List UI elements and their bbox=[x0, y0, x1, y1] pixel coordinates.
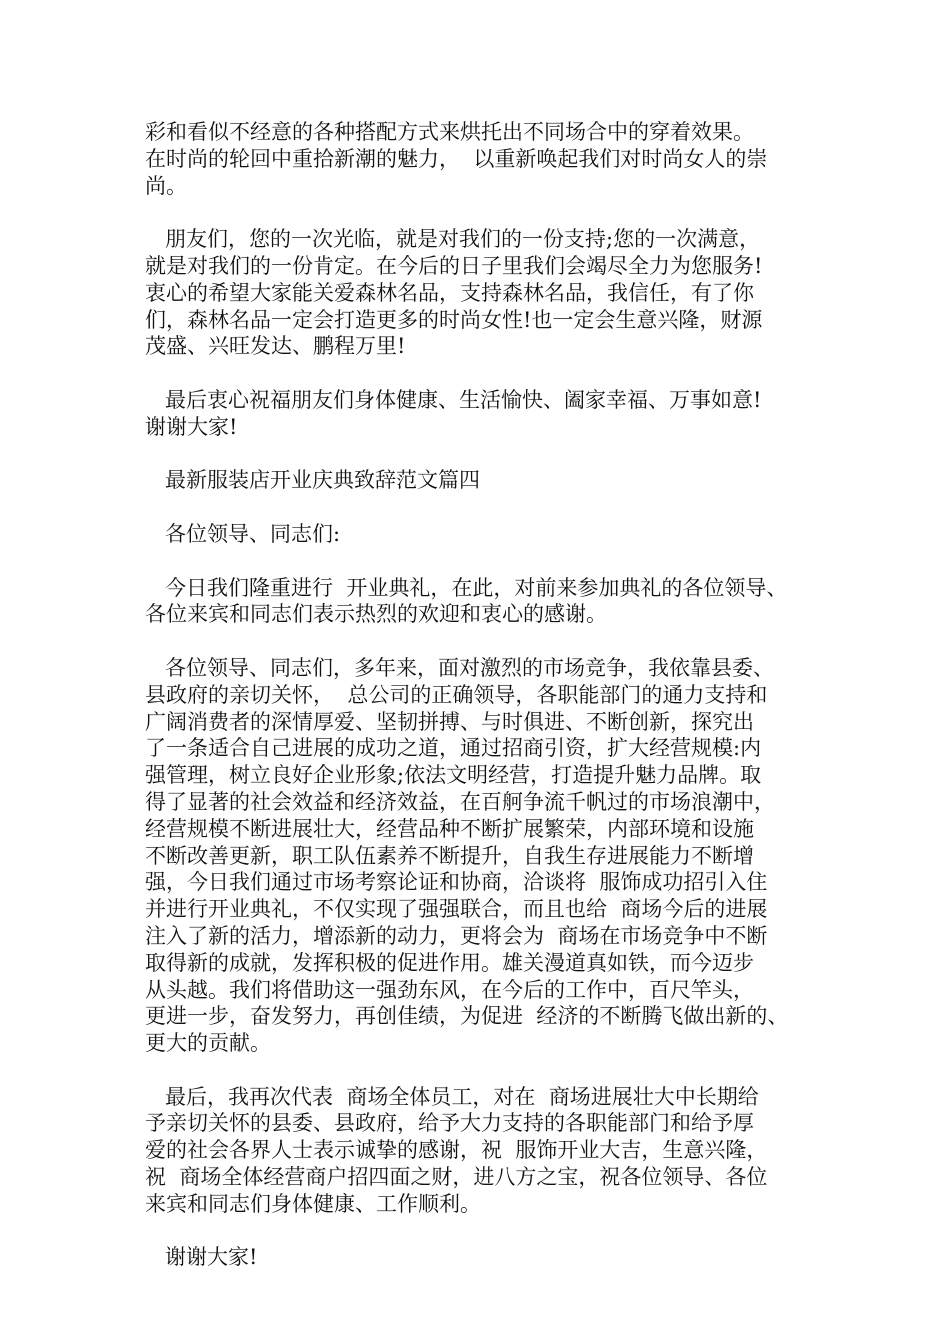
text-line: 得了显著的社会效益和经济效益，在百舸争流千帆过的市场浪潮中， bbox=[145, 789, 775, 814]
text-line: 就是对我们的一份肯定。在今后的日子里我们会竭尽全力为您服务! bbox=[145, 253, 763, 278]
document-page bbox=[145, 119, 815, 1298]
text-line: 爱的社会各界人士表示诚挚的感谢，祝 服饰开业大吉，生意兴隆， bbox=[145, 1138, 768, 1163]
salutation bbox=[145, 521, 815, 548]
text-line: 们，森林名品一定会打造更多的时尚女性!也一定会生意兴隆，财源 bbox=[145, 307, 763, 332]
text-line: 最新服装店开业庆典致辞范文篇四 bbox=[145, 468, 481, 493]
text-line: 最后，我再次代表 商场全体员工，对在 商场进展壮大中长期给 bbox=[145, 1084, 759, 1109]
text-line: 予亲切关怀的县委、县政府，给予大力支持的各职能部门和给予厚 bbox=[145, 1111, 754, 1136]
text-line: 谢谢大家! bbox=[145, 414, 238, 439]
text-line: 注入了新的活力，增添新的动力，更将会为 商场在市场竞争中不断 bbox=[145, 923, 768, 948]
text-line: 在时尚的轮回中重拾新潮的魅力， 以重新唤起我们对时尚女人的崇 bbox=[145, 146, 768, 171]
text-line: 经营规模不断进展壮大，经营品种不断扩展繁荣，内部环境和设施 bbox=[145, 816, 754, 841]
text-line: 各位领导、同志们，多年来，面对激烈的市场竞争，我依靠县委、 bbox=[145, 655, 775, 680]
section-heading bbox=[145, 467, 815, 494]
text-line: 茂盛、兴旺发达、鹏程万里! bbox=[145, 334, 406, 359]
paragraph bbox=[145, 655, 815, 1057]
text-line: 最后衷心祝福朋友们身体健康、生活愉快、阖家幸福、万事如意! bbox=[145, 387, 762, 412]
paragraph bbox=[145, 387, 815, 441]
text-line: 县政府的亲切关怀， 总公司的正确领导，各职能部门的通力支持和 bbox=[145, 682, 768, 707]
text-line: 广阔消费者的深情厚爱、坚韧拼搏、与时俱进、不断创新，探究出 bbox=[145, 709, 754, 734]
text-line: 谢谢大家! bbox=[145, 1245, 258, 1270]
text-line: 朋友们，您的一次光临，就是对我们的一份支持;您的一次满意， bbox=[145, 227, 761, 252]
text-line: 并进行开业典礼，不仅实现了强强联合，而且也给 商场今后的进展 bbox=[145, 897, 768, 922]
text-line: 今日我们隆重进行 开业典礼，在此，对前来参加典礼的各位领导、 bbox=[145, 575, 788, 600]
text-line: 强，今日我们通过市场考察论证和协商，洽谈将 服饰成功招引入住 bbox=[145, 870, 768, 895]
text-line: 强管理，树立良好企业形象;依法文明经营，打造提升魅力品牌。取 bbox=[145, 763, 762, 788]
closing-line bbox=[145, 1244, 815, 1271]
text-line: 各位领导、同志们: bbox=[145, 521, 341, 546]
text-line: 来宾和同志们身体健康、工作顺利。 bbox=[145, 1191, 481, 1216]
text-line: 尚。 bbox=[145, 173, 187, 198]
text-line: 更大的贡献。 bbox=[145, 1031, 271, 1056]
text-line: 不断改善更新，职工队伍素养不断提升，自我生存进展能力不断增 bbox=[145, 843, 754, 868]
text-line: 彩和看似不经意的各种搭配方式来烘托出不同场合中的穿着效果。 bbox=[145, 120, 754, 144]
text-line: 从头越。我们将借助这一强劲东风，在今后的工作中，百尺竿头， bbox=[145, 977, 754, 1002]
text-line: 取得新的成就，发挥积极的促进作用。雄关漫道真如铁，而今迈步 bbox=[145, 950, 754, 975]
text-line: 衷心的希望大家能关爱森林名品，支持森林名品，我信任，有了你 bbox=[145, 280, 754, 305]
paragraph bbox=[145, 575, 815, 629]
paragraph bbox=[145, 119, 815, 199]
text-line: 各位来宾和同志们表示热烈的欢迎和衷心的感谢。 bbox=[145, 602, 607, 627]
paragraph bbox=[145, 1084, 815, 1218]
text-line: 了一条适合自己进展的成功之道，通过招商引资，扩大经营规模:内 bbox=[145, 736, 762, 761]
text-line: 祝 商场全体经营商户招四面之财，进八方之宝，祝各位领导、各位 bbox=[145, 1165, 768, 1190]
paragraph bbox=[145, 226, 815, 360]
text-line: 更进一步，奋发努力，再创佳绩，为促进 经济的不断腾飞做出新的、 bbox=[145, 1004, 789, 1029]
